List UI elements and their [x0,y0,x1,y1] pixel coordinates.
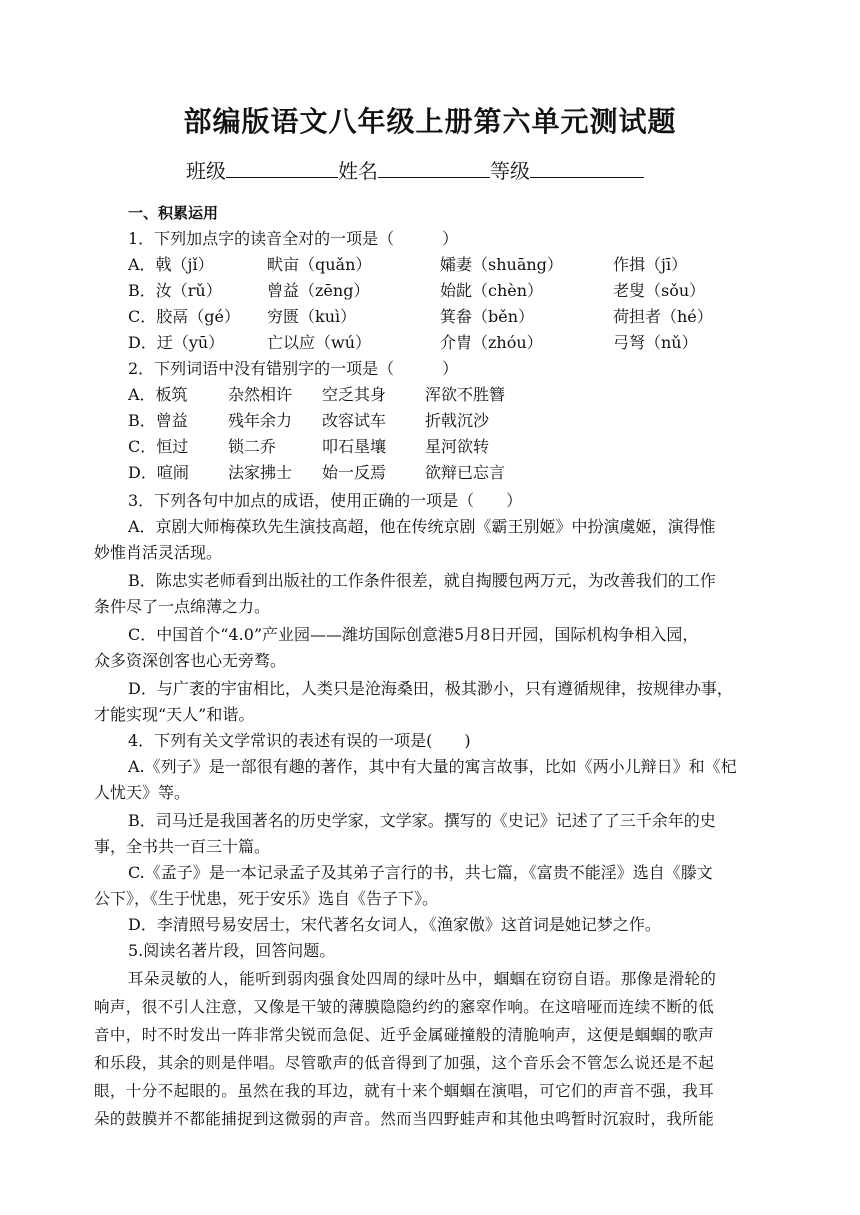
q3-option-d: D．与广袤的宇宙相比，人类只是沧海桑田，极其渺小，只有遵循规律，按规律办事， [128,679,733,698]
q2-b2: 残年余力 [228,411,293,430]
q2-c4: 星河欲转 [425,437,490,456]
q5-passage-line: 眼，十分不起眼的。虽然在我的耳边，就有十来个蝈蝈在演唱，可它们的声音不强，我耳 [94,1082,715,1100]
name-label: 姓名 [338,159,378,183]
q1-d3: 介胄（zhóu） [440,333,543,352]
q1-c1: C．胶鬲（gé） [128,307,240,326]
q4-option-a-cont: 人忧天》等。 [94,783,191,802]
q1-b2: 曾益（zēng） [267,281,370,300]
q4-option-c: C.《孟子》是一本记录孟子及其弟子言行的书，共七篇，《富贵不能淫》选自《滕文 [128,863,713,882]
q1-a1: A．戟（jǐ） [128,255,214,274]
q2-a3: 空乏其身 [322,385,387,404]
q1-a4: 作揖（jī） [613,255,688,274]
student-info-line [186,155,644,184]
q1-c2: 穷匮（kuì） [267,307,357,326]
q2-a4: 浑欲不胜簪 [425,385,506,404]
q2-a2: 杂然相许 [228,385,293,404]
q4-stem: 4．下列有关文学常识的表述有误的一项是( ) [128,731,471,750]
q5-passage-line: 音中，时不时发出一阵非常尖锐而急促、近乎金属碰撞般的清脆响声，这便是蝈蝈的歌声 [94,1026,715,1044]
q5-passage-line: 和乐段，其余的则是伴唱。尽管歌声的低音得到了加强，这个音乐会不管怎么说还是不起 [94,1054,715,1072]
q2-d3: 始一反焉 [322,463,387,482]
q1-a2: 畎亩（quǎn） [267,255,372,274]
class-label: 班级 [186,159,226,183]
q4-option-b-cont: 事，全书共一百三十篇。 [94,837,271,856]
q1-d2: 亡以应（wú） [267,333,372,352]
q2-a1: A．板筑 [128,385,188,404]
q2-b4: 折戟沉沙 [425,411,490,430]
q5-stem: 5.阅读名著片段，回答问题。 [128,941,336,960]
q4-option-b: B．司马迁是我国著名的历史学家，文学家。撰写的《史记》记述了了三千余年的史 [128,811,716,830]
q3-option-a: A．京剧大师梅葆玖先生演技高超，他在传统京剧《霸王别姬》中扮演虞姬，演得惟 [128,517,716,536]
q5-passage-line: 响声，很不引人注意，又像是干皱的薄膜隐隐约约的窸窣作响。在这喑哑而连续不断的低 [94,998,715,1016]
q2-c2: 锁二乔 [228,437,277,456]
q1-b1: B．汝（rǔ） [128,281,222,300]
q5-passage-line: 耳朵灵敏的人，能听到弱肉强食处四周的绿叶丛中，蝈蝈在窃窃自语。那像是滑轮的 [128,970,717,988]
q1-d1: D．迂（yū） [128,333,225,352]
class-blank[interactable] [226,159,338,178]
q4-option-c-cont: 公下》，《生于忧患，死于安乐》选自《告子下》。 [94,889,439,908]
q2-d4: 欲辩已忘言 [425,463,506,482]
q3-option-b: B．陈忠实老师看到出版社的工作条件很差，就自掏腰包两万元，为改善我们的工作 [128,571,716,590]
q1-b4: 老叟（sǒu） [613,281,706,300]
q3-option-b-cont: 条件尽了一点绵薄之力。 [94,597,271,616]
q4-option-d: D．李清照号易安居士，宋代著名女词人，《渔家傲》这首词是她记梦之作。 [128,915,661,934]
q3-option-d-cont: 才能实现“天人”和谐。 [94,705,255,724]
grade-blank[interactable] [530,159,644,178]
q2-d1: D．喧闹 [128,463,189,482]
q1-stem: 1．下列加点字的读音全对的一项是（ ） [128,229,459,248]
q3-option-c-cont: 众多资深创客也心无旁骛。 [94,651,287,670]
q4-option-a: A.《列子》是一部很有趣的著作，其中有大量的寓言故事，比如《两小儿辩日》和《杞 [128,757,737,776]
q3-option-c: C．中国首个“4.0”产业园——潍坊国际创意港5月8日开园，国际机构争相入园， [128,625,699,644]
q1-c3: 箕畚（běn） [440,307,535,326]
q3-stem: 3．下列各句中加点的成语，使用正确的一项是（ ） [128,491,523,510]
q2-b1: B．曾益 [128,411,188,430]
grade-label: 等级 [490,159,530,183]
q1-d4: 弓弩（nǔ） [613,333,698,352]
name-blank[interactable] [378,159,490,178]
q1-b3: 始龀（chèn） [440,281,544,300]
q2-b3: 改容试车 [322,411,387,430]
q2-d2: 法家拂士 [228,463,293,482]
page-title: 部编版语文八年级上册第六单元测试题 [183,105,677,138]
q5-passage-line: 朵的鼓膜并不都能捕捉到这微弱的声音。然而当四野蛙声和其他虫鸣暂时沉寂时，我所能 [94,1110,715,1128]
q2-c3: 叩石垦壤 [322,437,387,456]
q2-c1: C．恒过 [128,437,189,456]
q1-c4: 荷担者（hé） [613,307,713,326]
q3-option-a-cont: 妙惟肖活灵活现。 [94,543,223,562]
q1-a3: 孀妻（shuāng） [440,255,563,274]
section-heading: 一、积累运用 [128,204,219,222]
q2-stem: 2．下列词语中没有错别字的一项是（ ） [128,359,459,378]
